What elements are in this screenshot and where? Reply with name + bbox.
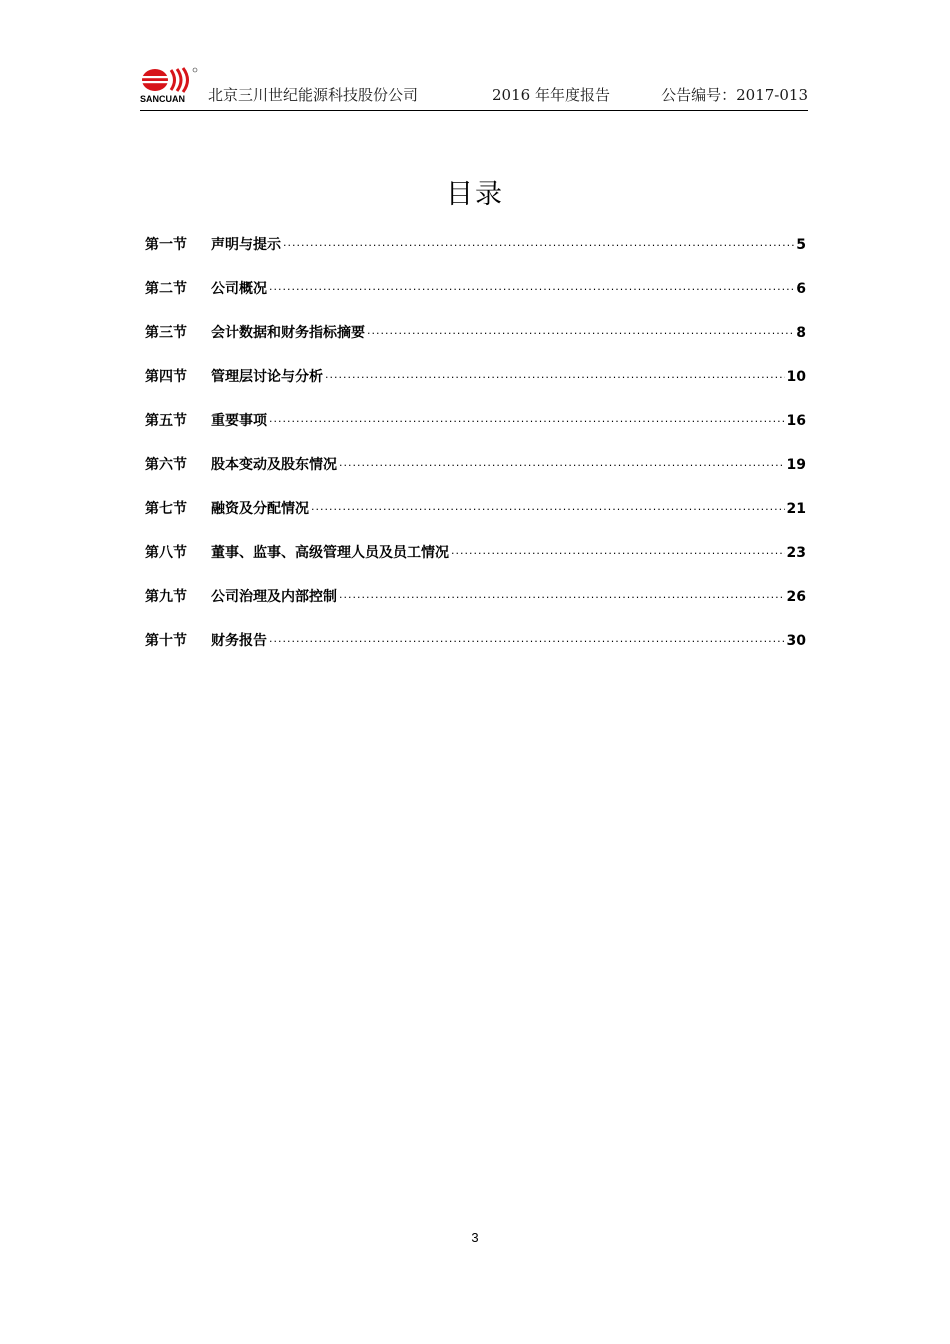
page-header <box>140 62 808 111</box>
toc-leader-dots <box>451 547 785 560</box>
toc-section-number: 第一节 <box>145 237 187 253</box>
toc-section-number: 第九节 <box>145 589 187 605</box>
logo-text: SANCUAN <box>140 94 185 104</box>
toc-row[interactable] <box>145 586 806 630</box>
toc-page-number: 23 <box>786 545 806 561</box>
toc-row[interactable] <box>145 498 806 542</box>
toc-section-number: 第二节 <box>145 281 187 297</box>
toc-section-number: 第六节 <box>145 457 187 473</box>
toc-page-number: 16 <box>786 413 806 429</box>
toc-page-number: 30 <box>786 633 806 649</box>
toc-section-name: 管理层讨论与分析 <box>211 369 323 385</box>
toc-page-number: 19 <box>786 457 806 473</box>
page-number: 3 <box>471 1230 479 1245</box>
toc-row[interactable] <box>145 322 806 366</box>
toc-section-number: 第五节 <box>145 413 187 429</box>
toc-section-name: 公司概况 <box>211 281 267 297</box>
toc-section-name: 会计数据和财务指标摘要 <box>211 325 365 341</box>
toc-page-number: 21 <box>786 501 806 517</box>
sancuan-logo-icon <box>140 66 202 106</box>
toc-section-number: 第八节 <box>145 545 187 561</box>
toc-row[interactable] <box>145 630 806 674</box>
page-title: 目录 <box>446 179 504 210</box>
toc-section-name: 财务报告 <box>211 633 267 649</box>
toc-page-number: 8 <box>796 325 806 341</box>
header-company: 北京三川世纪能源科技股份公司 <box>208 86 419 104</box>
toc-leader-dots <box>339 459 785 472</box>
toc-leader-dots <box>311 503 785 516</box>
toc-leader-dots <box>367 327 794 340</box>
toc-section-number: 第四节 <box>145 369 187 385</box>
toc-page-number: 6 <box>796 281 806 297</box>
toc-section-number: 第七节 <box>145 501 187 517</box>
toc-page-number: 5 <box>796 237 806 253</box>
toc-row[interactable] <box>145 454 806 498</box>
table-of-contents <box>145 234 806 674</box>
header-report: 2016 年年度报告 <box>492 86 610 104</box>
toc-row[interactable] <box>145 542 806 586</box>
toc-section-name: 董事、监事、高级管理人员及员工情况 <box>211 545 449 561</box>
toc-section-name: 股本变动及股东情况 <box>211 457 337 473</box>
toc-page-number: 10 <box>786 369 806 385</box>
toc-leader-dots <box>269 415 785 428</box>
toc-leader-dots <box>339 591 785 604</box>
header-notice-number: 公告编号：2017-013 <box>661 86 808 104</box>
toc-leader-dots <box>325 371 785 384</box>
toc-page-number: 26 <box>786 589 806 605</box>
toc-row[interactable] <box>145 234 806 278</box>
toc-section-number: 第十节 <box>145 633 187 649</box>
toc-section-number: 第三节 <box>145 325 187 341</box>
toc-row[interactable] <box>145 278 806 322</box>
toc-row[interactable] <box>145 366 806 410</box>
toc-section-name: 公司治理及内部控制 <box>211 589 337 605</box>
toc-row[interactable] <box>145 410 806 454</box>
toc-section-name: 融资及分配情况 <box>211 501 309 517</box>
toc-leader-dots <box>269 283 794 296</box>
toc-section-name: 重要事项 <box>211 413 267 429</box>
toc-section-name: 声明与提示 <box>211 237 281 253</box>
toc-leader-dots <box>283 239 794 252</box>
toc-leader-dots <box>269 635 785 648</box>
